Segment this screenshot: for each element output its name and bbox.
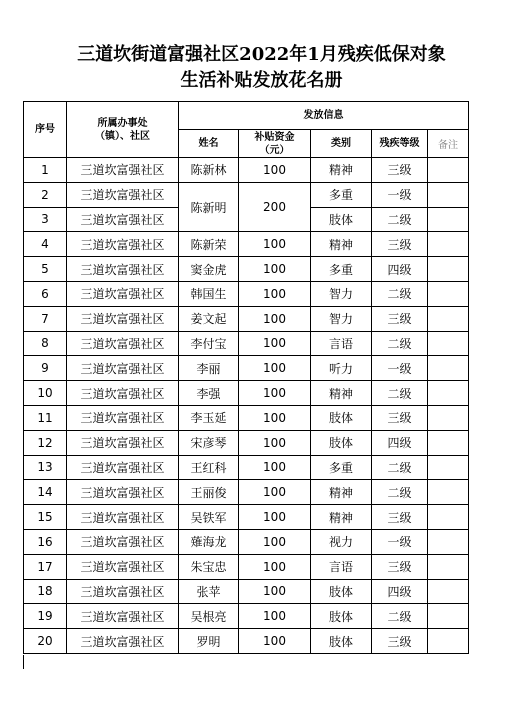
row-remark <box>428 480 469 505</box>
row-name: 薙海龙 <box>179 529 239 554</box>
row-number: 12 <box>24 430 67 455</box>
subsidy-header <box>239 130 311 158</box>
row-community: 三道坎富强社区 <box>67 306 179 331</box>
row-level: 二级 <box>372 331 428 356</box>
row-level: 三级 <box>372 505 428 530</box>
row-amount: 100 <box>239 257 311 282</box>
table-row <box>24 604 469 629</box>
row-number: 6 <box>24 281 67 306</box>
row-level: 三级 <box>372 554 428 579</box>
row-number: 10 <box>24 381 67 406</box>
table-row <box>24 232 469 257</box>
row-community: 三道坎富强社区 <box>67 207 179 232</box>
row-number: 8 <box>24 331 67 356</box>
office-header-line2: （镇）、社区 <box>95 130 150 142</box>
row-remark <box>428 579 469 604</box>
row-community: 三道坎富强社区 <box>67 505 179 530</box>
row-community: 三道坎富强社区 <box>67 554 179 579</box>
row-remark <box>428 604 469 629</box>
table-row <box>24 579 469 604</box>
row-category: 多重 <box>311 182 372 207</box>
row-number: 9 <box>24 356 67 381</box>
row-community: 三道坎富强社区 <box>67 405 179 430</box>
office-header <box>67 102 179 158</box>
row-community: 三道坎富强社区 <box>67 455 179 480</box>
row-amount: 100 <box>239 480 311 505</box>
row-level: 二级 <box>372 455 428 480</box>
row-remark <box>428 381 469 406</box>
row-category: 精神 <box>311 381 372 406</box>
row-name: 张苹 <box>179 579 239 604</box>
row-category: 多重 <box>311 257 372 282</box>
row-level: 四级 <box>372 430 428 455</box>
row-name: 吴铁军 <box>179 505 239 530</box>
row-remark <box>428 430 469 455</box>
row-category: 言语 <box>311 331 372 356</box>
row-amount: 100 <box>239 604 311 629</box>
row-category: 智力 <box>311 281 372 306</box>
row-level: 二级 <box>372 281 428 306</box>
table-row <box>24 554 469 579</box>
row-remark <box>428 232 469 257</box>
row-name: 李付宝 <box>179 331 239 356</box>
subsidy-header-line1: 补贴资金 <box>254 131 295 143</box>
row-remark <box>428 158 469 183</box>
row-amount: 100 <box>239 455 311 480</box>
level-header: 残疾等级 <box>372 130 428 158</box>
row-amount: 100 <box>239 405 311 430</box>
row-number: 17 <box>24 554 67 579</box>
row-category: 肢体 <box>311 579 372 604</box>
row-category: 言语 <box>311 554 372 579</box>
row-amount: 100 <box>239 356 311 381</box>
row-community: 三道坎富强社区 <box>67 579 179 604</box>
row-name: 陈新荣 <box>179 232 239 257</box>
table-row <box>24 257 469 282</box>
table-row <box>24 281 469 306</box>
row-remark <box>428 182 469 207</box>
row-community: 三道坎富强社区 <box>67 158 179 183</box>
row-remark <box>428 505 469 530</box>
row-level: 四级 <box>372 579 428 604</box>
row-community: 三道坎富强社区 <box>67 356 179 381</box>
table-row <box>24 331 469 356</box>
row-amount: 100 <box>239 579 311 604</box>
row-level: 二级 <box>372 604 428 629</box>
row-level: 三级 <box>372 629 428 654</box>
row-community: 三道坎富强社区 <box>67 182 179 207</box>
office-header-line1: 所属办事处 <box>97 117 148 129</box>
row-amount: 100 <box>239 281 311 306</box>
row-category: 听力 <box>311 356 372 381</box>
row-remark <box>428 331 469 356</box>
row-remark <box>428 405 469 430</box>
table-row <box>24 182 469 207</box>
row-name: 陈新明 <box>179 182 239 232</box>
row-number: 14 <box>24 480 67 505</box>
row-community: 三道坎富强社区 <box>67 480 179 505</box>
row-remark <box>428 629 469 654</box>
row-level: 三级 <box>372 232 428 257</box>
table-row <box>24 405 469 430</box>
row-name: 韩国生 <box>179 281 239 306</box>
row-amount: 100 <box>239 232 311 257</box>
row-community: 三道坎富强社区 <box>67 604 179 629</box>
row-category: 肢体 <box>311 405 372 430</box>
row-number: 18 <box>24 579 67 604</box>
row-number: 19 <box>24 604 67 629</box>
row-number: 1 <box>24 158 67 183</box>
category-header: 类别 <box>311 130 372 158</box>
row-number: 15 <box>24 505 67 530</box>
row-community: 三道坎富强社区 <box>67 281 179 306</box>
row-remark <box>428 529 469 554</box>
header-row-1 <box>24 102 469 130</box>
row-level: 三级 <box>372 405 428 430</box>
row-category: 肢体 <box>311 629 372 654</box>
row-name: 朱宝忠 <box>179 554 239 579</box>
row-remark <box>428 455 469 480</box>
table-row <box>24 529 469 554</box>
row-name: 罗明 <box>179 629 239 654</box>
seq-header: 序号 <box>24 102 67 158</box>
row-remark <box>428 356 469 381</box>
row-name: 李强 <box>179 381 239 406</box>
row-number: 5 <box>24 257 67 282</box>
row-amount: 100 <box>239 629 311 654</box>
row-number: 2 <box>24 182 67 207</box>
row-community: 三道坎富强社区 <box>67 257 179 282</box>
row-name: 王丽俊 <box>179 480 239 505</box>
table-row <box>24 430 469 455</box>
row-remark <box>428 554 469 579</box>
document-title-line1: 三道坎街道富强社区2022年1月残疾低保对象 <box>77 44 446 65</box>
row-amount: 100 <box>239 381 311 406</box>
row-category: 多重 <box>311 455 372 480</box>
row-amount: 100 <box>239 505 311 530</box>
row-remark <box>428 257 469 282</box>
subsidy-header-line2: （元） <box>259 144 290 156</box>
row-level: 四级 <box>372 257 428 282</box>
row-amount: 200 <box>239 182 311 232</box>
row-category: 精神 <box>311 505 372 530</box>
row-level: 三级 <box>372 306 428 331</box>
row-category: 智力 <box>311 306 372 331</box>
row-amount: 100 <box>239 158 311 183</box>
table-row <box>24 505 469 530</box>
row-amount: 100 <box>239 529 311 554</box>
row-amount: 100 <box>239 331 311 356</box>
row-level: 一级 <box>372 529 428 554</box>
row-name: 陈新林 <box>179 158 239 183</box>
row-community: 三道坎富强社区 <box>67 331 179 356</box>
row-category: 肢体 <box>311 604 372 629</box>
table-row <box>24 158 469 183</box>
row-remark <box>428 306 469 331</box>
row-remark <box>428 281 469 306</box>
row-number: 3 <box>24 207 67 232</box>
row-category: 视力 <box>311 529 372 554</box>
row-category: 肢体 <box>311 430 372 455</box>
row-level: 二级 <box>372 480 428 505</box>
row-number: 20 <box>24 629 67 654</box>
table-row <box>24 629 469 654</box>
row-community: 三道坎富强社区 <box>67 381 179 406</box>
row-amount: 100 <box>239 554 311 579</box>
row-name: 李玉延 <box>179 405 239 430</box>
row-community: 三道坎富强社区 <box>67 529 179 554</box>
row-category: 精神 <box>311 480 372 505</box>
row-amount: 100 <box>239 306 311 331</box>
row-number: 11 <box>24 405 67 430</box>
row-name: 李丽 <box>179 356 239 381</box>
row-name: 吴根亮 <box>179 604 239 629</box>
table-row <box>24 356 469 381</box>
row-level: 二级 <box>372 381 428 406</box>
row-level: 二级 <box>372 207 428 232</box>
row-category: 精神 <box>311 158 372 183</box>
row-level: 一级 <box>372 356 428 381</box>
table-row <box>24 306 469 331</box>
row-community: 三道坎富强社区 <box>67 629 179 654</box>
issue-info-header: 发放信息 <box>179 102 469 130</box>
row-name: 姜文起 <box>179 306 239 331</box>
row-number: 7 <box>24 306 67 331</box>
row-remark <box>428 207 469 232</box>
roster-table <box>23 101 469 654</box>
row-community: 三道坎富强社区 <box>67 232 179 257</box>
row-amount: 100 <box>239 430 311 455</box>
table-bottom-stub <box>23 655 24 669</box>
row-number: 4 <box>24 232 67 257</box>
row-number: 16 <box>24 529 67 554</box>
row-name: 宋彦琴 <box>179 430 239 455</box>
table-row <box>24 381 469 406</box>
remark-header: 备注 <box>428 130 469 158</box>
row-community: 三道坎富强社区 <box>67 430 179 455</box>
row-name: 窦金虎 <box>179 257 239 282</box>
row-category: 肢体 <box>311 207 372 232</box>
row-level: 一级 <box>372 182 428 207</box>
row-level: 三级 <box>372 158 428 183</box>
table-row <box>24 480 469 505</box>
row-name: 王红科 <box>179 455 239 480</box>
row-category: 精神 <box>311 232 372 257</box>
document-title-line2: 生活补贴发放花名册 <box>180 70 343 91</box>
table-row <box>24 455 469 480</box>
name-header: 姓名 <box>179 130 239 158</box>
row-number: 13 <box>24 455 67 480</box>
